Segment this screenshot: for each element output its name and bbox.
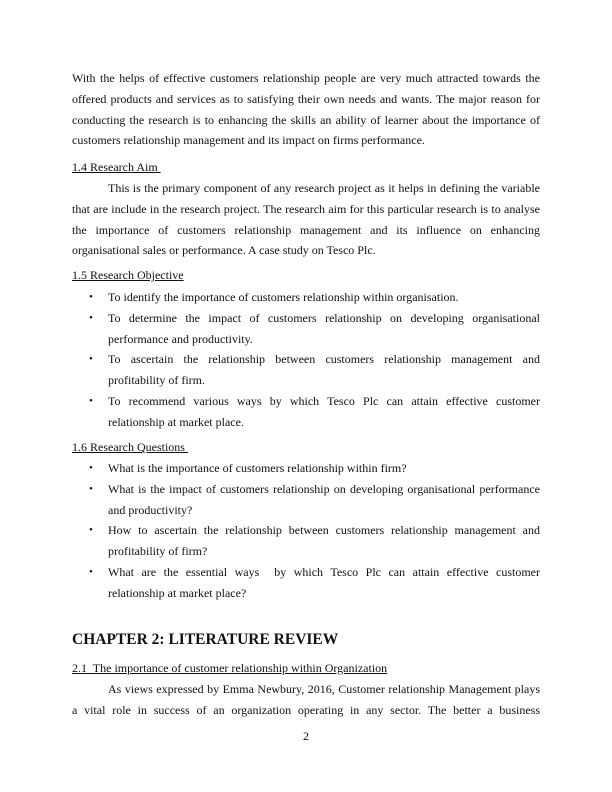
text-line: What is the impact of customers relationship on developing organisational performance [108, 481, 540, 496]
bullet-icon: • [89, 311, 93, 324]
text-line: relationship at market place. [108, 414, 244, 429]
section-2-1-paragraph [72, 679, 540, 721]
intro-paragraph [72, 68, 540, 151]
text-line: What are the essential ways by which Tesco Plc can attain effective customer [108, 564, 540, 579]
questions-list [72, 458, 540, 604]
bullet-icon: • [89, 565, 93, 578]
text-line: As views expressed by Emma Newbury, 2016, Customer relationship Management plays [108, 682, 540, 696]
text-line: that are include in the research project. The research aim for this particular research is to analyse [72, 201, 540, 216]
text-line: profitability of firm. [108, 373, 205, 388]
text-line: offered products and services as to satisfying their own needs and wants. The major reason for [72, 91, 540, 106]
list-item [72, 308, 540, 350]
text-line: a vital role in success of an organization operating in any sector. The better a business [72, 702, 540, 717]
text-line: conducting the research is to enhancing the skills an ability of learner about the importance of [72, 112, 540, 127]
page-number: 2 [303, 729, 309, 743]
text-line: With the helps of effective customers relationship people are very much attracted towards the [72, 71, 540, 85]
bullet-icon: • [89, 524, 93, 537]
chapter-title: CHAPTER 2: LITERATURE REVIEW [72, 631, 339, 648]
list-item [72, 562, 540, 604]
text-line: To recommend various ways by which Tesco Plc can attain effective customer [108, 393, 540, 408]
text-line: profitability of firm? [108, 544, 208, 559]
research-aim-paragraph [72, 178, 540, 261]
text-line: How to ascertain the relationship between customers relationship management and [108, 523, 540, 538]
bullet-icon: • [89, 482, 93, 495]
text-line: relationship at market place? [108, 585, 247, 600]
text-line: performance and productivity. [108, 331, 253, 346]
list-item [72, 349, 540, 391]
objective-list [72, 287, 540, 433]
list-item [72, 458, 540, 479]
section-heading-research-objective: 1.5 Research Objective [72, 268, 184, 282]
bullet-icon: • [89, 291, 93, 303]
text-line: organisational sales or performance. A case study on Tesco Plc. [72, 243, 376, 258]
text-line: What is the importance of customers relationship within firm? [108, 461, 407, 475]
list-item [72, 520, 540, 562]
bullet-icon: • [89, 353, 93, 366]
text-line: the importance of customers relationship management and its influence on enhancing [72, 222, 540, 237]
list-item [72, 391, 540, 433]
text-line: and productivity? [108, 502, 193, 517]
section-heading-research-aim: 1.4 Research Aim [72, 160, 161, 174]
bullet-icon: • [89, 394, 93, 407]
text-line: To ascertain the relationship between customers relationship management and [108, 352, 540, 367]
section-heading-research-questions: 1.6 Research Questions [72, 440, 188, 454]
bullet-icon: • [89, 462, 93, 474]
text-line: This is the primary component of any research project as it helps in defining the variable [108, 181, 540, 195]
list-item [72, 287, 540, 308]
text-line: To determine the impact of customers relationship on developing organisational [108, 310, 540, 325]
text-line: customers relationship management and its impact on firms performance. [72, 133, 425, 148]
text-line: To identify the importance of customers relationship within organisation. [108, 290, 459, 304]
section-heading-2-1: 2.1 The importance of customer relationship within Organization [72, 661, 388, 675]
list-item [72, 479, 540, 521]
